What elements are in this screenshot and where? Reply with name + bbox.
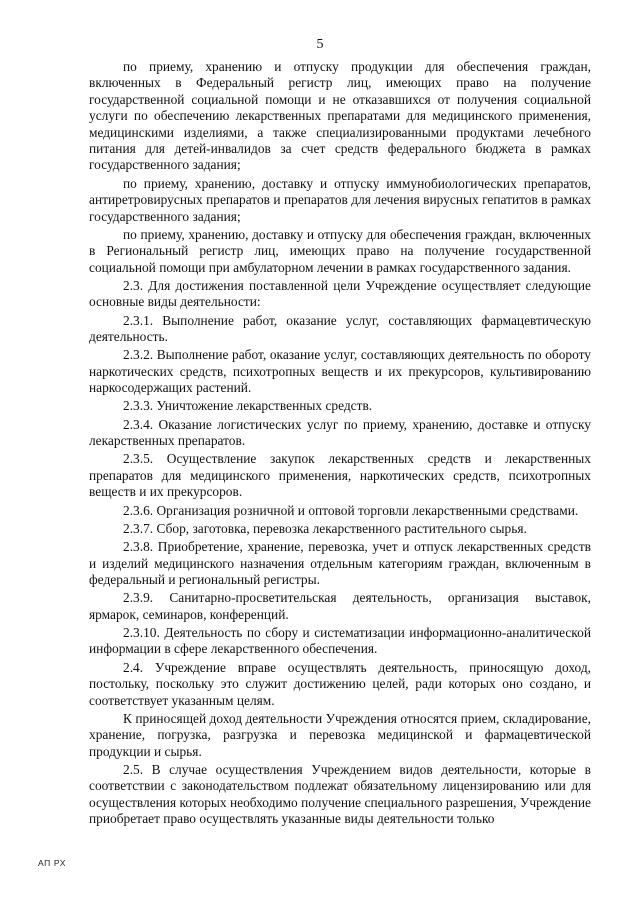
paragraph-2-3: 2.3. Для достижения поставленной цели Учреждение осуществляет следующие основные виды деятельности:	[89, 277, 591, 310]
paragraph-2-3-5: 2.3.5. Осуществление закупок лекарственных средств и лекарственных препаратов для медицинского применения, наркотических средств, психотропных веществ и их прекурсоров.	[89, 451, 591, 500]
paragraph-income-activities: К приносящей доход деятельности Учреждения относятся прием, складирование, хранение, погрузка, разгрузка и перевозка медицинской и фармацевтической продукции и сырья.	[89, 710, 591, 759]
paragraph-2-3-3: 2.3.3. Уничтожение лекарственных средств.	[123, 398, 373, 414]
paragraph-2-3-2: 2.3.2. Выполнение работ, оказание услуг, составляющих деятельность по обороту наркотических средств, психотропных веществ и их прекурсоров, культивированию наркосодержащих растений.	[89, 347, 591, 396]
footer-mark: АП РХ	[38, 858, 67, 868]
paragraph-2-3-1: 2.3.1. Выполнение работ, оказание услуг, составляющих фармацевтическую деятельность.	[89, 312, 591, 345]
paragraph-reception-federal-register: по приему, хранению и отпуску продукции для обеспечения граждан, включенных в Федеральный регистр лиц, имеющих право на получение государственной социальной помощи и не отказавшихся от получения социальной услуги по обеспечению лекарственных препаратами для медицинского применения, медицинскими изделиями, а также специализированными продуктами лечебного питания для детей-инвалидов за счет средств федерального бюджета в рамках государственного задания;	[89, 59, 591, 173]
paragraph-2-4: 2.4. Учреждение вправе осуществлять деятельность, приносящую доход, постольку, поскольку это служит достижению целей, ради которых оно создано, и соответствует указанным целям.	[89, 659, 591, 708]
paragraph-2-3-9: 2.3.9. Санитарно-просветительская деятельность, организация выставок, ярмарок, семинаров, конференций.	[89, 590, 591, 622]
paragraph-2-3-7: 2.3.7. Сбор, заготовка, перевозка лекарственного растительного сырья.	[123, 520, 527, 536]
paragraph-immunobiological: по приему, хранению, доставку и отпуску иммунобиологических препаратов, антиретровирусных препаратов и препаратов для лечения вирусных гепатитов в рамках государственного задания;	[89, 175, 591, 224]
document-body	[89, 59, 591, 829]
page-number: 5	[316, 37, 324, 52]
paragraph-2-3-4: 2.3.4. Оказание логистических услуг по приему, хранению, доставке и отпуску лекарственных препаратов.	[89, 416, 591, 449]
paragraph-2-3-8: 2.3.8. Приобретение, хранение, перевозка, учет и отпуск лекарственных средств и изделий медицинского назначения отдельным категориям граждан, включенным в федеральный и региональный регистры.	[89, 539, 591, 587]
paragraph-2-3-10: 2.3.10. Деятельность по сбору и систематизации информационно-аналитической информации в сфере лекарственного обеспечения.	[89, 624, 591, 657]
paragraph-2-5: 2.5. В случае осуществления Учреждением видов деятельности, которые в соответствии с законодательством подлежат обязательному лицензированию или для осуществления которых необходимо получение специального разрешения, Учреждение приобретает право осуществлять указанные виды деятельности только	[89, 761, 591, 827]
paragraph-regional-register: по приему, хранению, доставку и отпуску для обеспечения граждан, включенных в Региональный регистр лиц, имеющих право на получение государственной социальной помощи при амбулаторном лечении в рамках государственного задания.	[89, 226, 591, 275]
paragraph-2-3-6: 2.3.6. Организация розничной и оптовой торговли лекарственными средствами.	[123, 502, 579, 518]
